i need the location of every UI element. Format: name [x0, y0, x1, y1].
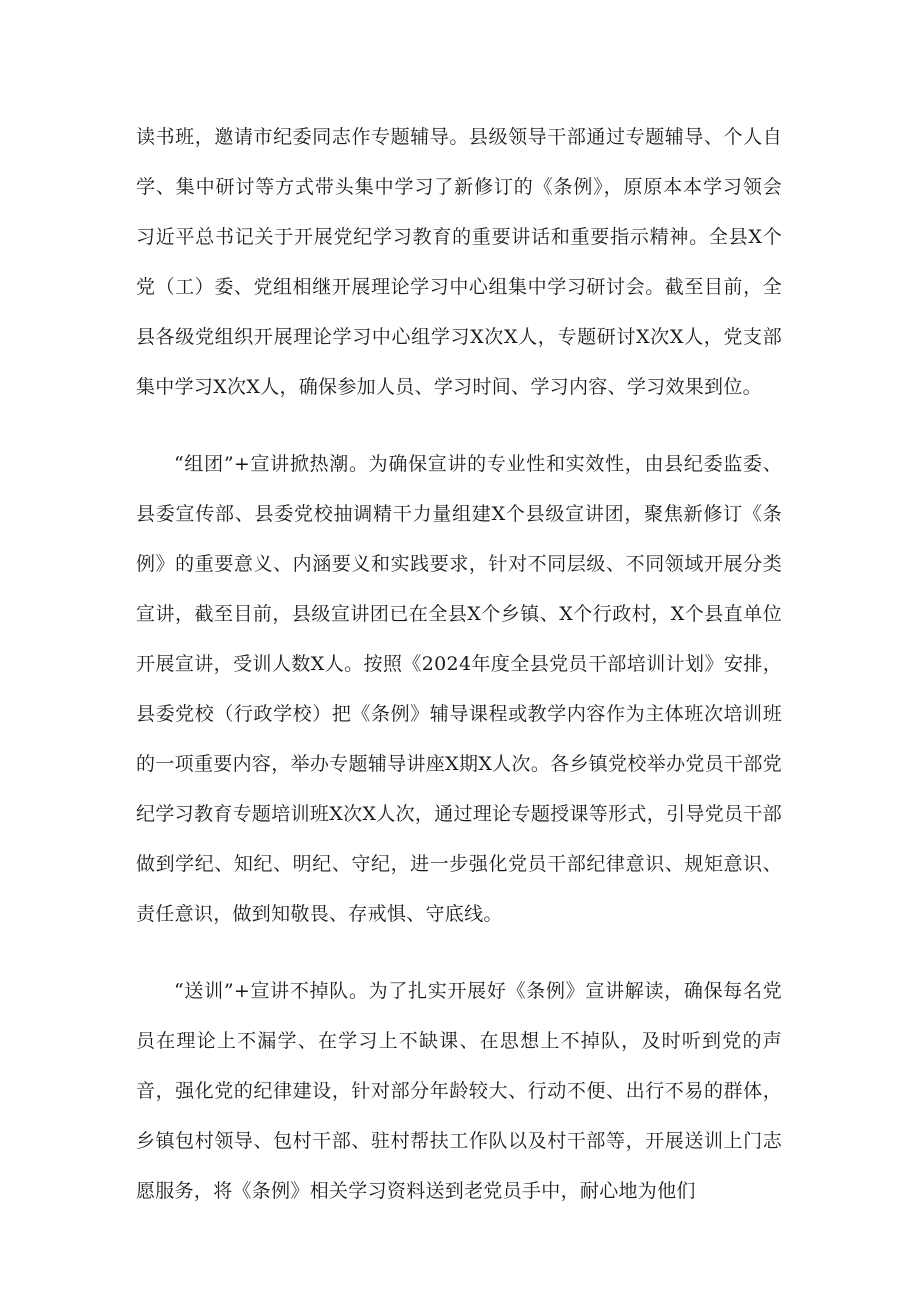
- paragraph-group-lectures: “组团”+宣讲掀热潮。为确保宣讲的专业性和实效性，由县纪委监委、县委宣传部、县委党校抽调精干力量组建X个县级宣讲团，聚焦新修订《条例》的重要意义、内涵要义和实践要求，针对不同层级、不同领域开展分类宣讲，截至目前，县级宣讲团已在全县X个乡镇、X个行政村，X个县直单位开展宣讲，受训人数X人。按照《2024年度全县党员干部培训计划》安排，县委党校（行政学校）把《条例》辅导课程或教学内容作为主体班次培训班的一项重要内容，举办专题辅导讲座X期X人次。各乡镇党校举办党员干部党纪学习教育专题培训班X次X人次，通过理论专题授课等形式，引导党员干部做到学纪、知纪、明纪、守纪，进一步强化党员干部纪律意识、规矩意识、责任意识，做到知敬畏、存戒惧、守底线。: [136, 453, 782, 925]
- document-body: [136, 112, 782, 1216]
- paragraph-spacer: [136, 412, 782, 439]
- paragraph-spacer: [136, 939, 782, 966]
- paragraph-delivery-training: “送训”+宣讲不掉队。为了扎实开展好《条例》宣讲解读，确保每名党员在理论上不漏学、在学习上不缺课、在思想上不掉队，及时听到党的声音，强化党的纪律建设，针对部分年龄较大、行动不便、出行不易的群体，乡镇包村领导、包村干部、驻村帮扶工作队以及村干部等，开展送训上门志愿服务，将《条例》相关学习资料送到老党员手中，耐心地为他们: [136, 980, 782, 1202]
- paragraph-study-sessions: 读书班，邀请市纪委同志作专题辅导。县级领导干部通过专题辅导、个人自学、集中研讨等方式带头集中学习了新修订的《条例》，原原本本学习领会习近平总书记关于开展党纪学习教育的重要讲话和重要指示精神。全县X个党（工）委、党组相继开展理论学习中心组集中学习研讨会。截至目前，全县各级党组织开展理论学习中心组学习X次X人，专题研讨X次X人，党支部集中学习X次X人，确保参加人员、学习时间、学习内容、学习效果到位。: [136, 126, 782, 398]
